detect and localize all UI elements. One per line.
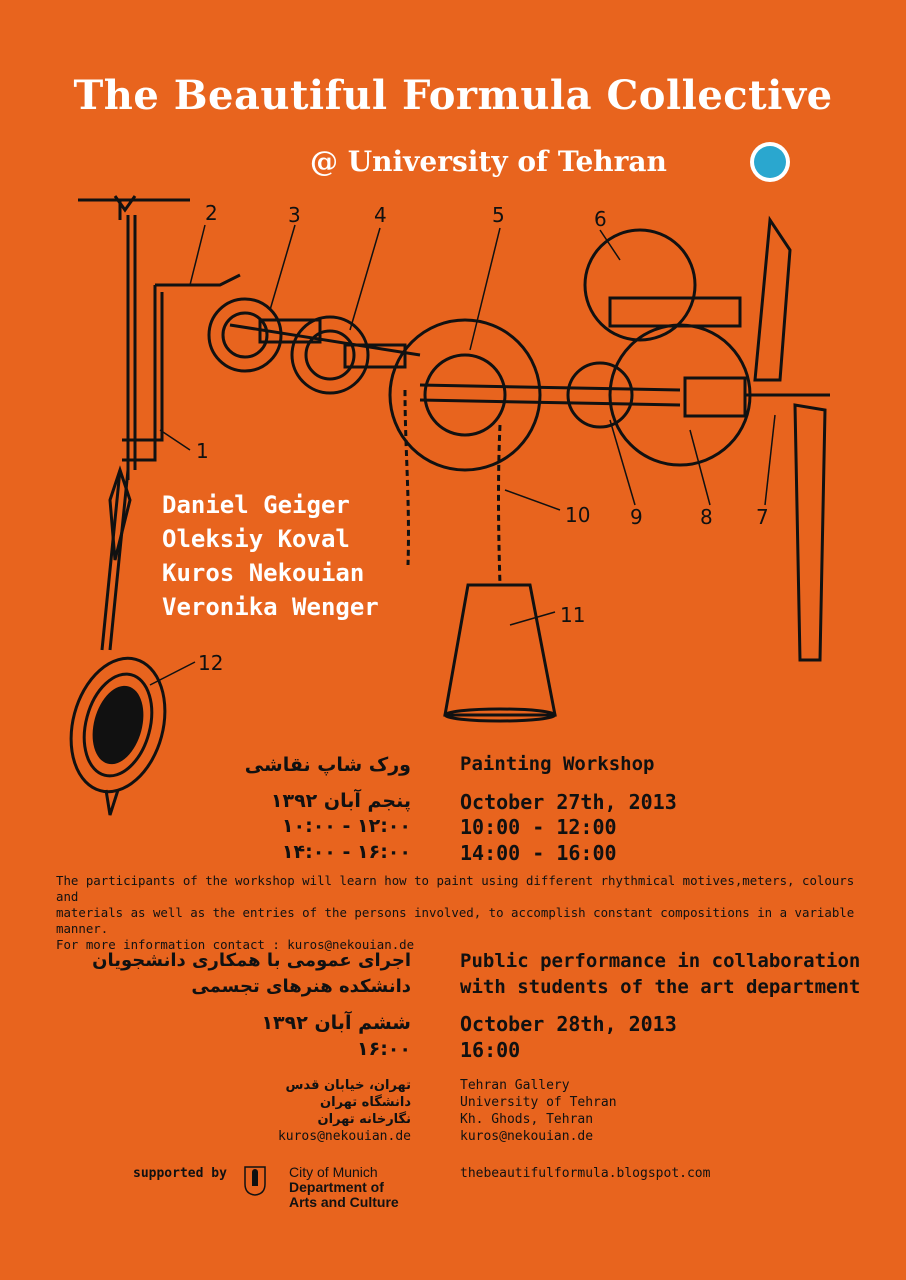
venue-email: kuros@nekouian.de [277,1129,411,1144]
poster-title: The Beautiful Formula Collective [73,72,833,119]
contact-line: For more information contact : kuros@nekouian.de [56,937,415,952]
workshop-time2-fa: ۱۴:۰۰ - ۱۶:۰۰ [281,841,411,863]
venue-fa [278,1077,411,1145]
performance-time-en: 16:00 [460,1038,521,1062]
venue-en [460,1077,617,1145]
artist-name: Kuros Nekouian [162,559,365,587]
part-number: 1 [196,439,209,463]
part-number: 3 [288,203,301,227]
description-line: The participants of the workshop will learn how to paint using different rhythmical motives,meters, colours and [56,873,855,904]
sponsor-block [289,1165,399,1210]
artist-list [162,488,379,624]
venue-line: University of Tehran [460,1095,617,1110]
part-number: 8 [700,505,713,529]
supported-by-label: supported by [133,1166,227,1181]
venue-line: Kh. Ghods, Tehran [460,1112,594,1127]
part-number: 12 [198,651,224,675]
venue-line: Tehran Gallery [460,1078,570,1093]
diagram-hatching [84,680,151,770]
artist-name: Oleksiy Koval [162,525,350,553]
poster-subtitle: @ University of Tehran [310,145,667,178]
artist-name: Daniel Geiger [162,491,350,519]
part-number: 4 [374,203,387,227]
workshop-time2-en: 14:00 - 16:00 [460,841,617,865]
venue-email: kuros@nekouian.de [460,1129,594,1144]
munich-coat-of-arms-icon [244,1166,266,1196]
performance-title-fa-2: دانشکده هنرهای تجسمی [191,976,411,997]
workshop-title-fa: ورک شاپ نقاشی [244,754,411,776]
part-number: 6 [594,207,607,231]
part-number: 7 [756,505,769,529]
venue-line: نگارخانه تهران [317,1112,411,1127]
part-number: 9 [630,505,643,529]
performance-title-en-1: Public performance in collaboration [460,950,861,972]
sponsor-line: City of Munich [289,1164,378,1180]
website-link[interactable]: thebeautifulformula.blogspot.com [460,1166,711,1181]
venue-line: تهران، خیابان قدس [285,1078,411,1093]
performance-title-en-2: with students of the art department [460,976,861,998]
workshop-date-en: October 27th, 2013 [460,790,677,814]
part-number: 2 [205,201,218,225]
sponsor-line: Arts and Culture [289,1194,399,1210]
artist-name: Veronika Wenger [162,593,379,621]
performance-title-fa-1: اجرای عمومی با همکاری دانشجویان [92,950,411,971]
performance-date-fa: ششم آبان ۱۳۹۲ [261,1012,411,1034]
venue-line: دانشگاه تهران [320,1095,411,1110]
workshop-time1-fa: ۱۰:۰۰ - ۱۲:۰۰ [281,815,411,837]
performance-date-en: October 28th, 2013 [460,1012,677,1036]
part-number: 5 [492,203,505,227]
workshop-date-fa: پنجم آبان ۱۳۹۲ [270,790,411,812]
description-line: materials as well as the entries of the persons involved, to accomplish constant compositions in a variable manner. [56,905,855,936]
part-number: 10 [565,503,591,527]
performance-time-fa: ۱۶:۰۰ [357,1038,411,1060]
workshop-description [56,873,856,953]
workshop-title-en: Painting Workshop [460,753,655,775]
part-number: 11 [560,603,586,627]
sponsor-line: Department of [289,1179,384,1195]
workshop-time1-en: 10:00 - 12:00 [460,815,617,839]
